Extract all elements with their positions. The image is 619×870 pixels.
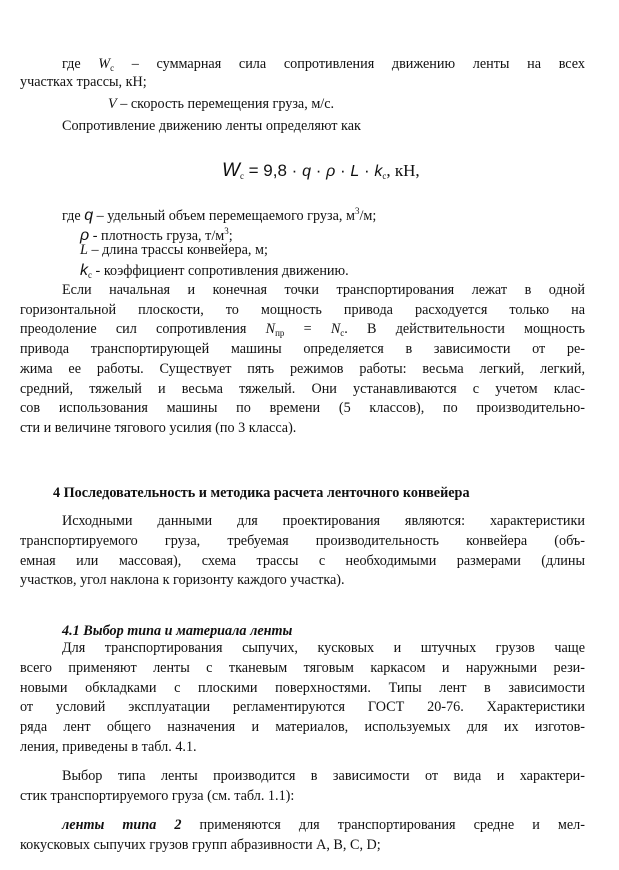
definition-l: L – длина трассы конвейера, м; xyxy=(80,242,268,258)
text-line: сов использования машины по времени (5 классов), по производительно- xyxy=(20,400,585,416)
text-line: Если начальная и конечная точки транспортирования лежат в одной xyxy=(62,282,585,298)
text-line: участков, угол наклона к горизонту каждого участка). xyxy=(20,572,345,588)
text-line: стик транспортируемого груза (см. табл. 1.1): xyxy=(20,788,295,804)
text-line: всего применяют ленты с тканевым тяговым каркасом и наружными рези- xyxy=(20,660,585,676)
text-line: горизонтальной плоскости, то мощность привода расходуется только на xyxy=(20,302,585,318)
emphasis: ленты типа 2 xyxy=(62,817,182,833)
text-line: участках трассы, кН; xyxy=(20,74,147,90)
text-line: кокусковых сыпучих грузов групп абразивности А, В, С, D; xyxy=(20,837,381,853)
text-line: емная или массовая), схема трассы с необходимыми размерами (длины xyxy=(20,553,585,569)
section-heading: 4 Последовательность и методика расчета ленточного конвейера xyxy=(53,485,470,502)
text-line: где $W_с$ – суммарная сила сопротивления движению ленты на всех xyxy=(62,56,585,73)
text-line: жима ее работы. Существует пять режимов работы: весьма легкий, легкий, xyxy=(20,361,585,377)
symbol-v: V xyxy=(108,96,117,112)
text-line: Исходными данными для проектирования являются: характеристики xyxy=(62,513,585,529)
text-line: Выбор типа ленты производится в зависимости от вида и характери- xyxy=(62,768,585,784)
text-line: Для транспортирования сыпучих, кусковых и штучных грузов чаще xyxy=(62,640,585,656)
text-line: ления, приведены в табл. 4.1. xyxy=(20,739,197,755)
symbol-w: W xyxy=(98,56,111,72)
text-line: средний, тяжелый и весьма тяжелый. Они устанавливаются с учетом клас- xyxy=(20,381,585,397)
definition-k: $k_c$ - коэффициент сопротивления движению. xyxy=(80,262,349,280)
text-line: Сопротивление движению ленты определяют как xyxy=(62,118,361,134)
text-line: привода транспортирующей машины определяется в зависимости от ре- xyxy=(20,341,585,357)
subsection-heading: 4.1 Выбор типа и материала ленты xyxy=(62,623,293,640)
text-line: от условий эксплуатации регламентируются ГОСТ 20-76. Характеристики xyxy=(20,699,585,715)
text-line: V – скорость перемещения груза, м/с. xyxy=(108,96,335,112)
text-line: ряда лент общего назначения и материалов, используемых для их изготов- xyxy=(20,719,585,735)
text-line: сти и величине тягового усилия (по 3 класса). xyxy=(20,420,297,436)
text-line: преодоление сил сопротивления $N_{пр} = N_с$. В действительности мощность xyxy=(20,321,585,338)
text-line: ленты типа 2 применяются для транспортирования средне и мел- xyxy=(62,817,585,833)
definition-rho: ρ - плотность груза, $т/м^3$; xyxy=(80,226,233,244)
definition-q: где q – удельный объем перемещаемого груза, $м^3/м$; xyxy=(62,206,377,224)
text-line: новыми обкладками с плоскими поверхностями. Типы лент в зависимости xyxy=(20,680,585,696)
formula: $W_с = 9,8 \cdot q \cdot \rho \cdot L \cdot k_с$, кН, xyxy=(222,160,420,181)
text-line: транспортируемого груза, требуемая производительность конвейера (объ- xyxy=(20,533,585,549)
